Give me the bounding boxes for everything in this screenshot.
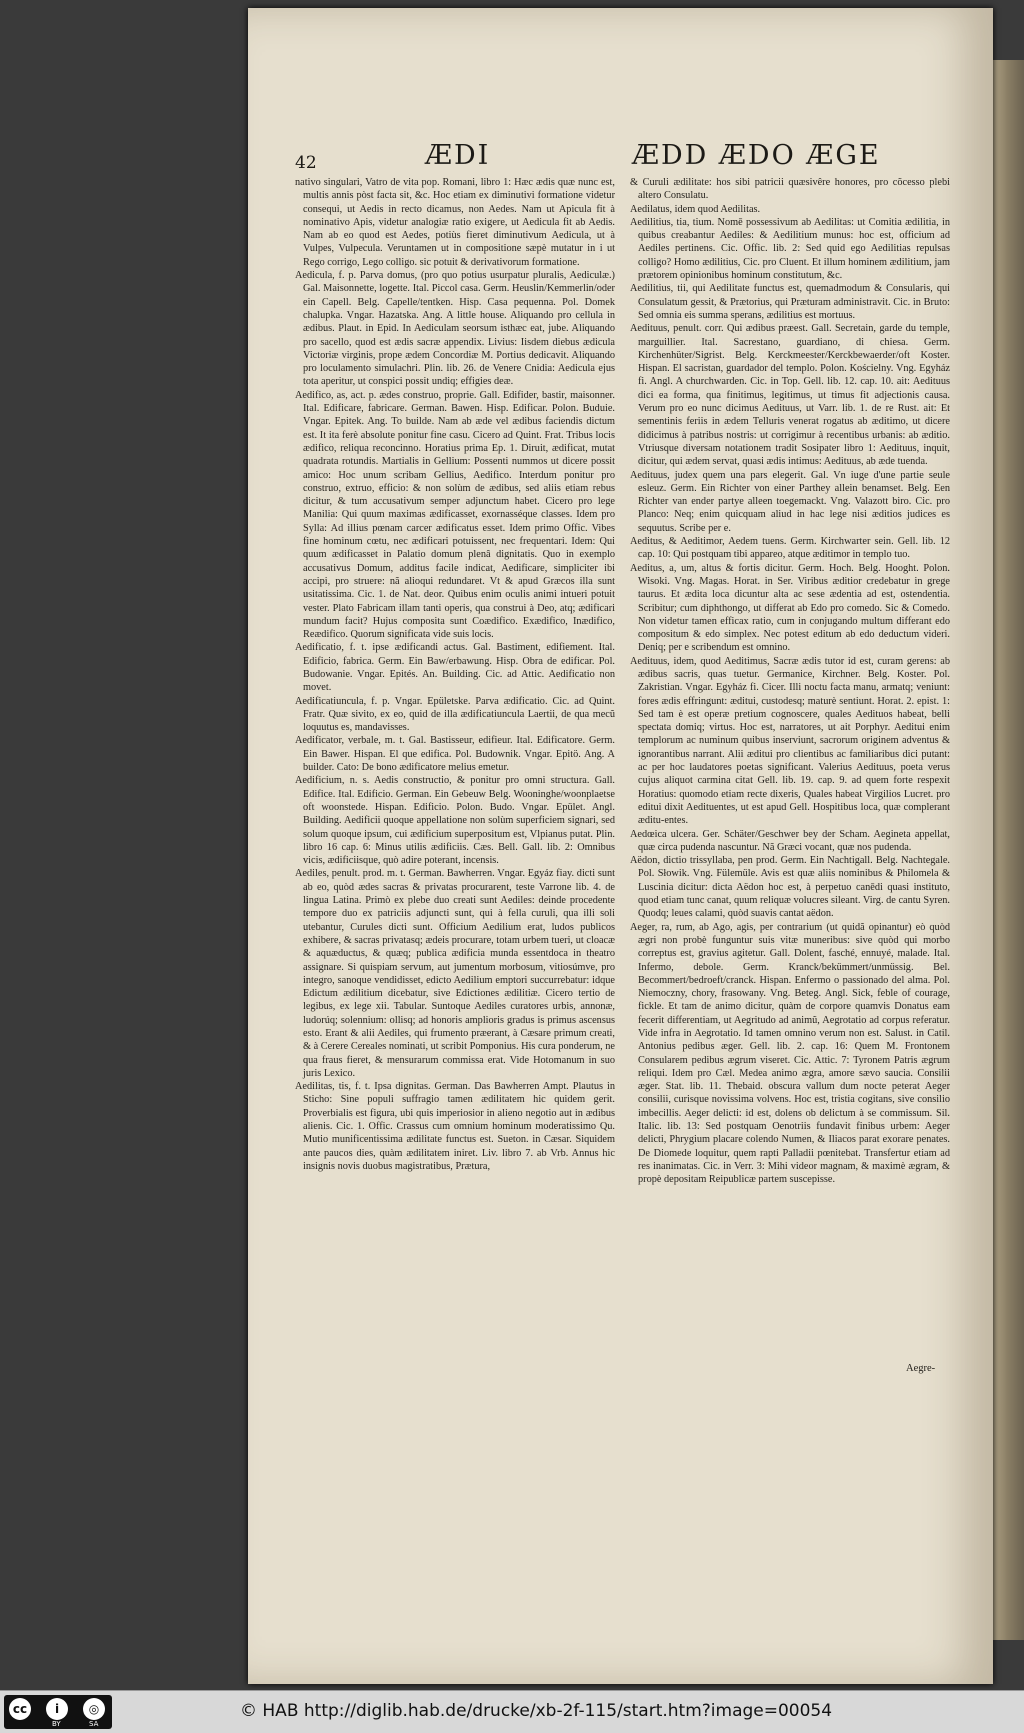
dictionary-entry: Aeger, ra, rum, ab Ago, agis, per contrarium (ut quidã opinantur) eò quòd ægri non probè funguntur suis vitæ muneribus: sive quòd qui morbo correptus est, gravius agitetur. Gall. Dolent, fasché, ennuyé, malade. Ital. Infermo, debole. Germ. Kranck/bekümmert/unmüssig. Bel. Becommert/bedroeft/cranck. Hispan. Enfermo o passionado del alma. Pol. Niemoczny, chory, frasowany. Vng. Beteg. Angl. Sick, feble of courage, fickle. Et tam de animo dicitur, quàm de corpore quamvis Donatus eam fecerit differentiam, ut Aegritudo ad animũ, Aegrotatio ad corpus referatur. Vide infra in Aegrotatio. Id tamen omnino verum non est. Salust. in Catil. Antonius pedibus æger. Gell. lib. 2. cap. 16: Quem M. Frontonem Consularem pedibus ægrum viseret. Cic. Attic. 7: Tyronem Patris ægrum reliqui. Idem pro Cæl. Medea animo ægra, amore sævo saucia. Consilii æger. Stat. lib. 11. Thebaid. obscura vallum dum nocte peterat Aeger consilii, curisque novissima volvens. Hoc est, tristia cogitans, sive consilio imbecillis. Aeger delicti: id est, dolens ob delictum à se commissum. Sil. Italic. lib. 13: Sed postquam Oenotriis fundavit finibus urbem: Aeger delicti, Phrygium placare colendo Numen, & Iliacos parat exorare penates. De Diomede loquitur, quem rapti Palladii pœnitebat. Transfertur etiam ad res inanimatas. Cic. in Verr. 3: Mihi videor magnam, & maximè ægram, & propè depositam Reipublicæ partem suscepisse. (630, 921, 950, 1186)
dictionary-entry: Aëdon, dictio trissyllaba, pen prod. Germ. Ein Nachtigall. Belg. Nachtegale. Pol. Słowik. Vng. Fülemüle. Avis est quæ aliis nominibus & Philomela & Luscinia dicitur: dicta Aëdon hoc est, à perpetuo canēdi quasi instituto, quod etiam tunc canat, quum reliquæ volucres sileant. Virg. de cantu Syren. Quodq; leues calami, quòd suavis cantat aëdon. (630, 855, 950, 920)
dictionary-entry: Aedificium, n. s. Aedis constructio, & ponitur pro omni structura. Gall. Edifice. Ital. Edificio. German. Ein Gebeuw Belg. Wooninghe/woonplaetse oft woonstede. Hispan. Edificio. Polon. Budo. Vngar. Epület. Angl. Building. Aedificii quoque appellatione non solùm superficiem signari, sed solum quoque ipsum, cui ædificium superpositum est, Vlpianus putat. Plin. libro 16 cap. 6: Minus utilis ædificiis. Cæs. Bell. Gall. lib. 2: Omnibus vicis, ædificiisque, quò adire poterant, incensis. (295, 775, 615, 867)
dictionary-entry: Aedificatiuncula, f. p. Vngar. Epületske. Parva ædificatio. Cic. ad Quint. Fratr. Quæ sivito, ex eo, quid de illa ædificatiuncula Laertii, de qua mecũ loquutus es, mandavisses. (295, 695, 615, 734)
dictionary-entry: Aedilitius, tia, tium. Nomē possessivum ab Aedilitas: ut Comitia ædilitia, in quibus creabantur Aediles: & Aedilitium munus: hoc est, officium ad Aediles pertinens. Cic. Offic. lib. 2: Sed quid ego Aedilitias repulsas colligo? Homo ædilitius, Cic. pro Cluent. Et illum hominem ædilitium, jam prætorem opinionibus hominum constitutum, &c. (630, 216, 950, 282)
license-by-label: BY (52, 1720, 61, 1728)
dictionary-entry: Aedifico, as, act. p. ædes construo, proprie. Gall. Edifider, bastir, maisonner. Ital. Edificare, fabricare. German. Bawen. Hisp. Edificar. Polon. Buduie. Vngar. Epitek. Ang. To builde. Nam ab æde vel ædibus faciendis dictum est. It ita ferè absolute ponitur fine casu. Cicero ad Quint. Frat. Tribus locis ædifico, reliqua reconcinno. Horatius prima Ep. 1. Diruit, ædificat, mutat quadrata rotundis. Martialis in Gellium: Possenti nummos ut dicere possit amico: Hoc unum scribam Gellius, Aedifico. Interdum ponitur pro construo, extruo, efficio: & non solùm de ædibus, sed aliis etiam rebus dicitur, & tum accusativum semper adjunctum habet. Cicero pro lege Manilia: Qui quum maximas ædificasset, exornasséque classes. Idem pro Sylla: Ad illius pœnam carcer ædificatus esset. Idem primo Offic. Vibes fine hominum cœtu, nec ædificari potuissent, nec frequentari. Idem: Qui quum ædificasset in Palatio domum plenâ dignitatis. Quo in exemplo accusativus Domum, additus facile indicat, Aedificare, simpliciter ibi accipi, pro struere: nã alioqui redundaret. Vt & apud Græcos illa sunt usitatissima. Cic. 1. de Nat. deor. Quibus enim oculis animi intueri potuit vester. Plato Fabricam illam tanti operis, qua construi à Deo, atq; ædificari mundum facit? Hujus composita sunt Coædifico. Exædifico, Inædifico, Reædifico. Quorum significata vide suis locis. (295, 389, 615, 641)
dictionary-entry: Aediles, penult. prod. m. t. German. Bawherren. Vngar. Egyáz fiay. dicti sunt ab eo, quòd ædes sacras & privatas procurarent, teste Varrone lib. 4. de lingua Latina. Primò ex plebe duo creati sunt Aediles: deinde procedente tempore duo ex patriciis adjuncti sunt, qui à fella curuli, qua illi soli utebantur, Curules dicti sunt. Officium Aedilium erat, ludos publicos exhibere, & sacras privatasq; ædeis procurare, totam urbem tueri, ut cloacæ & aquæductus, & quæq; publica ædificia munda essentdoca in theatro assignare. Si quispiam servum, aut jumentum morbosum, vitiosúmve, pro integro, sanoque vendidisset, edicto Aedilium emptori succurrebatur: idque Edictum ædilitium dicebatur, sive Edictiones ædilitiæ. Cicero tertio de legibus, ex lege xii. Tabular. Suntoque Aediles curatores urbis, annonæ, ludorúq; solennium: ollisq; ad honoris amplioris gradus is primus ascensus esto. Erant & alii Aediles, qui frumento præerant, à Cæsare primum creati, & à Cerere Cereales nominati, ut scribit Pomponius. His cura ponderum, ne qua fraus fieret, & mensurarum commissa erat. Vide Hotomanum in suo juris Lexico. (295, 868, 615, 1079)
catchword: Aegre- (906, 1363, 936, 1374)
dictionary-entry: Aedœica ulcera. Ger. Schäter/Geschwer bey der Scham. Aegineta appellat, quæ circa pudenda nascuntur. Nã Græci vocant, quæ nos pudenda. (630, 828, 950, 853)
dictionary-entry: Aedilitius, tii, qui Aedilitate functus est, quemadmodum & Consularis, qui Consulatum gessit, & Prætorius, qui Præturam administravit. Cic. in Bruto: Sed omnia eis summa sperans, ædilitius est mortuus. (630, 283, 950, 321)
dictionary-entry: Aeditus, & Aeditimor, Aedem tuens. Germ. Kirchwarter sein. Gell. lib. 12 cap. 10: Qui postquam tibi appareo, atque æditimor in templo tuo. (630, 536, 950, 561)
dictionary-entry: Aedificatio, f. t. ipse ædificandi actus. Gal. Bastiment, edifiement. Ital. Edificio, fabrica. Germ. Ein Baw/erbawung. Hisp. Obra de edificar. Pol. Budowanie. Vngar. Epités. An. Building. Cic. ad Attic. Aedificatio non movet. (295, 642, 615, 694)
dictionary-entry: Aedilitas, tis, f. t. Ipsa dignitas. German. Das Bawherren Ampt. Plautus in Sticho: Sine populi suffragio tamen ædilitatem hic quidem gerit. Proverbialis est figura, ubi quis imperiosior in alieno negotio aut in ædibus alienis. Cic. 1. Offic. Crassus cum omnium hominum moderatissimo Qu. Mutio munificentissima ædilitate functus est. Sueton. in Cæsar. Siquidem ante paucos dies, quàm ædilitatem iniret. Liv. libro 7. ab Vrb. Annus hic insignis novis duobus magistratibus, Prætura, (295, 1081, 615, 1172)
right-text-column (630, 176, 950, 1187)
copyright-url[interactable]: © HAB http://diglib.hab.de/drucke/xb-2f-115/start.htm?image=00054 (240, 1701, 833, 1721)
page-number: 42 (295, 153, 317, 173)
cc-icon: cc (9, 1698, 31, 1720)
running-head-right: ÆDD ÆDO ÆGE (632, 140, 881, 171)
running-head-left: ÆDI (425, 140, 491, 171)
dictionary-entry: Aeditus, a, um, altus & fortis dicitur. Germ. Hoch. Belg. Hooght. Polon. Wisoki. Vng. Magas. Horat. in Ser. Viribus æditior credebatur in grege taurus. Et ædita loca dicuntur alta ac sese ædentia ad est, ostendentia. Scribitur; cum diphthongo, ut differat ab Edo pro comedo. Sic & Comedo. Non videtur tamen efficax ratio, cum in conjugando multum differant edo compositum & edo simplex. Nec potest editum ab edo deductum videri. Deniq; per e scribendum est omnino. (630, 562, 950, 654)
attribution-icon: i (46, 1698, 68, 1720)
cc-license-badge[interactable] (4, 1695, 112, 1729)
dictionary-entry: Aedituus, idem, quod Aeditimus, Sacræ ædis tutor id est, curam gerens: ab ædibus sacris, quas tuetur. Germanice, Kirchner. Belg. Koster. Pol. Zakristian. Vngar. Egyház fi. Cicer. Illi noctu facta manu, armatq; veniunt: fores ædis effringunt: æditui, custodesq; maturè sentiunt. Horat. 2. epist. 1: Sed tam è est operæ pretium cognoscere, quales Aedituos habeat, belli spectata domiq; virtus. Hoc est, narratores, ut ait Porphyr. Aeditui enim templorum ac numinum quibus inserviunt, sacrorum originem adventus & ignorantibus narrant. Alii æditui pro clientibus ac familiaribus dici putant: ac per hoc laudatores poetas significant. Valerius Aedituus, poeta verus cujus aliquot carmina citat Gell. lib. 19. cap. 9. ad quem forte respexit Horatius: quomodo etiam recte dixeris, Quales habeat Virgilios Lucret. pro editui dixit Aedituentes, ut est apud Gell. Hospitibus loca, quæ complerant æditu-entes. (630, 655, 950, 827)
dictionary-entry: Aedituus, judex quem una pars elegerit. Gal. Vn iuge d'une partie seule esleuz. Germ. Ein Richter von einer Parthey allein benamset. Belg. Een Richter van ender partye alleen toegemackt. Vng. Valazott biro. Cic. pro Planco: Neq; enim quicquam aliud in hac lege nisi æditios judices es sequutus. Scribe per e. (630, 469, 950, 534)
license-sa-label: SA (89, 1720, 99, 1728)
dictionary-entry: nativo singulari, Vatro de vita pop. Romani, libro 1: Hæc ædis quæ nunc est, multis annis pòst facta sit, &c. Hoc etiam ex diminutivi formatione videtur consequi, ut Aedis in recto dicamus, non Aedes. Nam ut Apicula fit à nominativo Apis, videtur analogiæ ratio exigere, ut Aedicula fit ab Aedis. Nam ab eo quod est Aedes, potiùs fieret diminutivum Aedicula, ut à Vulpes, Vulpecula. Veruntamen ut in compositione sæpè mutatur in i ut Rego corrigo, Lego colligo. sic potuit & derivativorum formatione. (295, 177, 615, 268)
dictionary-entry: Aedituus, penult. corr. Qui ædibus præest. Gall. Secretain, garde du temple, marguillier. Ital. Sacrestano, guardiano, di chiesa. Germ. Kirchenhüter/Sigrist. Belg. Kerckmeester/Kerckbewaerder/oft Koster. Hispan. El sacristan, guardador del templo. Polon. Kościelny. Vng. Egyház fi. Angl. A churchwarden. Cic. in Top. Gell. lib. 12. cap. 10. ait: Aedituus dici ea forma, qua finitimus, legitimus, ut timus fit adjectionis causa. Verum pro eo nunc dicimus Aedituus, ut Varr. lib. 1. de re Rust. ait: Et sementinis feriis in ædem Telluris venerat rogatus ab æditimo, ut dicere didicimus à patribus nostris: ut corrigimur à recentibus urbanis: ab æditio. Vtriusque diversam notationem tradit Sosipater libro 1: Aedituus, inquit, dicitur, qui ædem servat, quasi ædis intimus: Aedituus, ab æde tuenda. (630, 323, 950, 468)
dictionary-entry: Aedicula, f. p. Parva domus, (pro quo potius usurpatur pluralis, Aediculæ.) Gal. Maisonnette, logette. Ital. Piccol casa. Germ. Heuslin/Kemmerlin/oder ein Capell. Belg. Capelle/tentken. Hisp. Casa pequenna. Pol. Domek chalupka. Vngar. Hazatska. Ang. A little house. Aliquando pro cellula in ædibus. Plaut. in Epid. In Aediculam seorsum isthæc eat, jube. Aliquando pro sacello, quod est ædis sacræ appendix. Livius: Iisdem diebus ædicula Victoriæ virginis, prope ædem Concordiæ M. Portius dedicavit. Aliquando pro loculamento simulachri. Plin. lib. 26. de Venere Cnidia: Aedicula ejus tota aperitur, ut conspici possit undiq; effigies deæ. (295, 270, 615, 388)
page-edge (990, 60, 1024, 1640)
share-alike-icon: ◎ (83, 1698, 105, 1720)
dictionary-entry: Aedificator, verbale, m. t. Gal. Bastisseur, edifieur. Ital. Edificatore. Germ. Ein Bawer. Hispan. El que edifica. Pol. Budownik. Vngar. Epitö. Ang. A builder. Cato: De bono ædificatore melius emetur. (295, 735, 615, 774)
viewer-footer (0, 1690, 1024, 1733)
dictionary-entry: & Curuli ædilitate: hos sibi patricii quæsivêre honores, pro cõcesso plebi altero Consulatu. (630, 177, 950, 202)
dictionary-entry: Aedilatus, idem quod Aedilitas. (630, 203, 761, 215)
left-text-column (295, 176, 615, 1173)
